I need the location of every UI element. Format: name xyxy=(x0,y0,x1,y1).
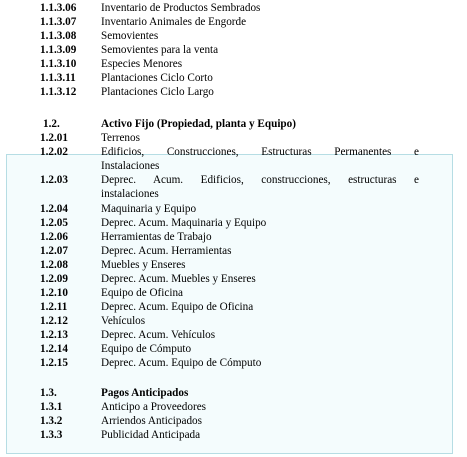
account-description: Arriendos Anticipados xyxy=(101,415,202,427)
account-code: 1.2.01 xyxy=(40,132,68,144)
section-title: Pagos Anticipados xyxy=(101,387,189,399)
account-row xyxy=(0,174,467,189)
account-row xyxy=(0,58,467,73)
account-row xyxy=(0,329,467,344)
account-description: Inventario Animales de Engorde xyxy=(101,16,247,28)
account-code: 1.1.3.07 xyxy=(40,16,77,28)
account-row xyxy=(0,231,467,246)
account-description: Inventario de Productos Sembrados xyxy=(101,2,261,14)
account-row xyxy=(0,415,467,430)
account-description: Publicidad Anticipada xyxy=(101,429,201,441)
account-description: Equipo de Cómputo xyxy=(101,343,192,355)
account-row xyxy=(0,343,467,358)
account-description-continuation: instalaciones xyxy=(101,188,159,200)
account-row xyxy=(0,429,467,444)
account-description: Semovientes xyxy=(101,30,159,42)
account-code: 1.1.3.11 xyxy=(40,72,76,84)
account-code: 1.2.03 xyxy=(40,174,68,186)
account-row xyxy=(0,86,467,101)
account-description: Semovientes para la venta xyxy=(101,44,219,56)
account-row xyxy=(0,146,467,161)
account-row xyxy=(0,401,467,416)
section-title: Activo Fijo (Propiedad, planta y Equipo) xyxy=(101,118,296,130)
account-row xyxy=(0,245,467,260)
section-heading xyxy=(0,387,467,402)
account-row xyxy=(0,203,467,218)
account-code: 1.3.1 xyxy=(40,401,63,413)
account-row xyxy=(0,16,467,31)
account-description: Deprec. Acum. Edificios, construcciones, estructuras e xyxy=(101,174,419,186)
account-row xyxy=(0,2,467,17)
account-description: Plantaciones Ciclo Corto xyxy=(101,72,213,84)
account-code: 1.1.3.06 xyxy=(40,2,77,14)
account-description: Edificios, Construcciones, Estructuras Permanentes e xyxy=(101,146,419,158)
account-description: Deprec. Acum. Muebles y Enseres xyxy=(101,273,256,285)
account-code: 1.2.10 xyxy=(40,287,68,299)
account-code: 1.2.04 xyxy=(40,203,68,215)
account-description: Anticipo a Proveedores xyxy=(101,401,207,413)
account-code: 1.3.2 xyxy=(40,415,63,427)
account-description: Deprec. Acum. Equipo de Oficina xyxy=(101,301,254,313)
account-code: 1.2.05 xyxy=(40,217,68,229)
account-description: Terrenos xyxy=(101,132,140,144)
account-description: Deprec. Acum. Herramientas xyxy=(101,245,232,257)
account-code: 1.2.02 xyxy=(40,146,68,158)
account-description: Deprec. Acum. Equipo de Cómputo xyxy=(101,357,262,369)
account-description: Equipo de Oficina xyxy=(101,287,184,299)
account-description-continuation: Instalaciones xyxy=(101,160,160,172)
account-code: 1.2.07 xyxy=(40,245,68,257)
account-code: 1.3.3 xyxy=(40,429,63,441)
account-code: 1.2.14 xyxy=(40,343,68,355)
account-code: 1.1.3.10 xyxy=(40,58,77,70)
account-code: 1.1.3.08 xyxy=(40,30,77,42)
account-row xyxy=(0,273,467,288)
account-row xyxy=(0,301,467,316)
account-row xyxy=(0,315,467,330)
account-description: Plantaciones Ciclo Largo xyxy=(101,86,214,98)
account-code: 1.2.08 xyxy=(40,259,68,271)
account-code: 1.2.12 xyxy=(40,315,68,327)
section-code: 1.2. xyxy=(43,118,60,130)
section-code: 1.3. xyxy=(40,387,57,399)
account-row xyxy=(0,259,467,274)
account-description: Especies Menores xyxy=(101,58,183,70)
account-code: 1.1.3.12 xyxy=(40,86,77,98)
account-row xyxy=(0,72,467,87)
account-row xyxy=(0,44,467,59)
account-description: Deprec. Acum. Maquinaria y Equipo xyxy=(101,217,267,229)
account-code: 1.2.06 xyxy=(40,231,68,243)
account-row xyxy=(0,132,467,147)
account-row xyxy=(0,287,467,302)
account-row xyxy=(0,357,467,372)
account-row xyxy=(0,30,467,45)
section-heading xyxy=(0,118,467,133)
account-description: Deprec. Acum. Vehículos xyxy=(101,329,216,341)
account-code: 1.2.15 xyxy=(40,357,68,369)
account-description: Vehículos xyxy=(101,315,146,327)
account-description: Muebles y Enseres xyxy=(101,259,186,271)
account-description: Maquinaria y Equipo xyxy=(101,203,197,215)
account-code: 1.2.11 xyxy=(40,301,68,313)
account-description: Herramientas de Trabajo xyxy=(101,231,212,243)
account-code: 1.1.3.09 xyxy=(40,44,77,56)
account-code: 1.2.13 xyxy=(40,329,68,341)
account-code: 1.2.09 xyxy=(40,273,68,285)
account-row xyxy=(0,217,467,232)
